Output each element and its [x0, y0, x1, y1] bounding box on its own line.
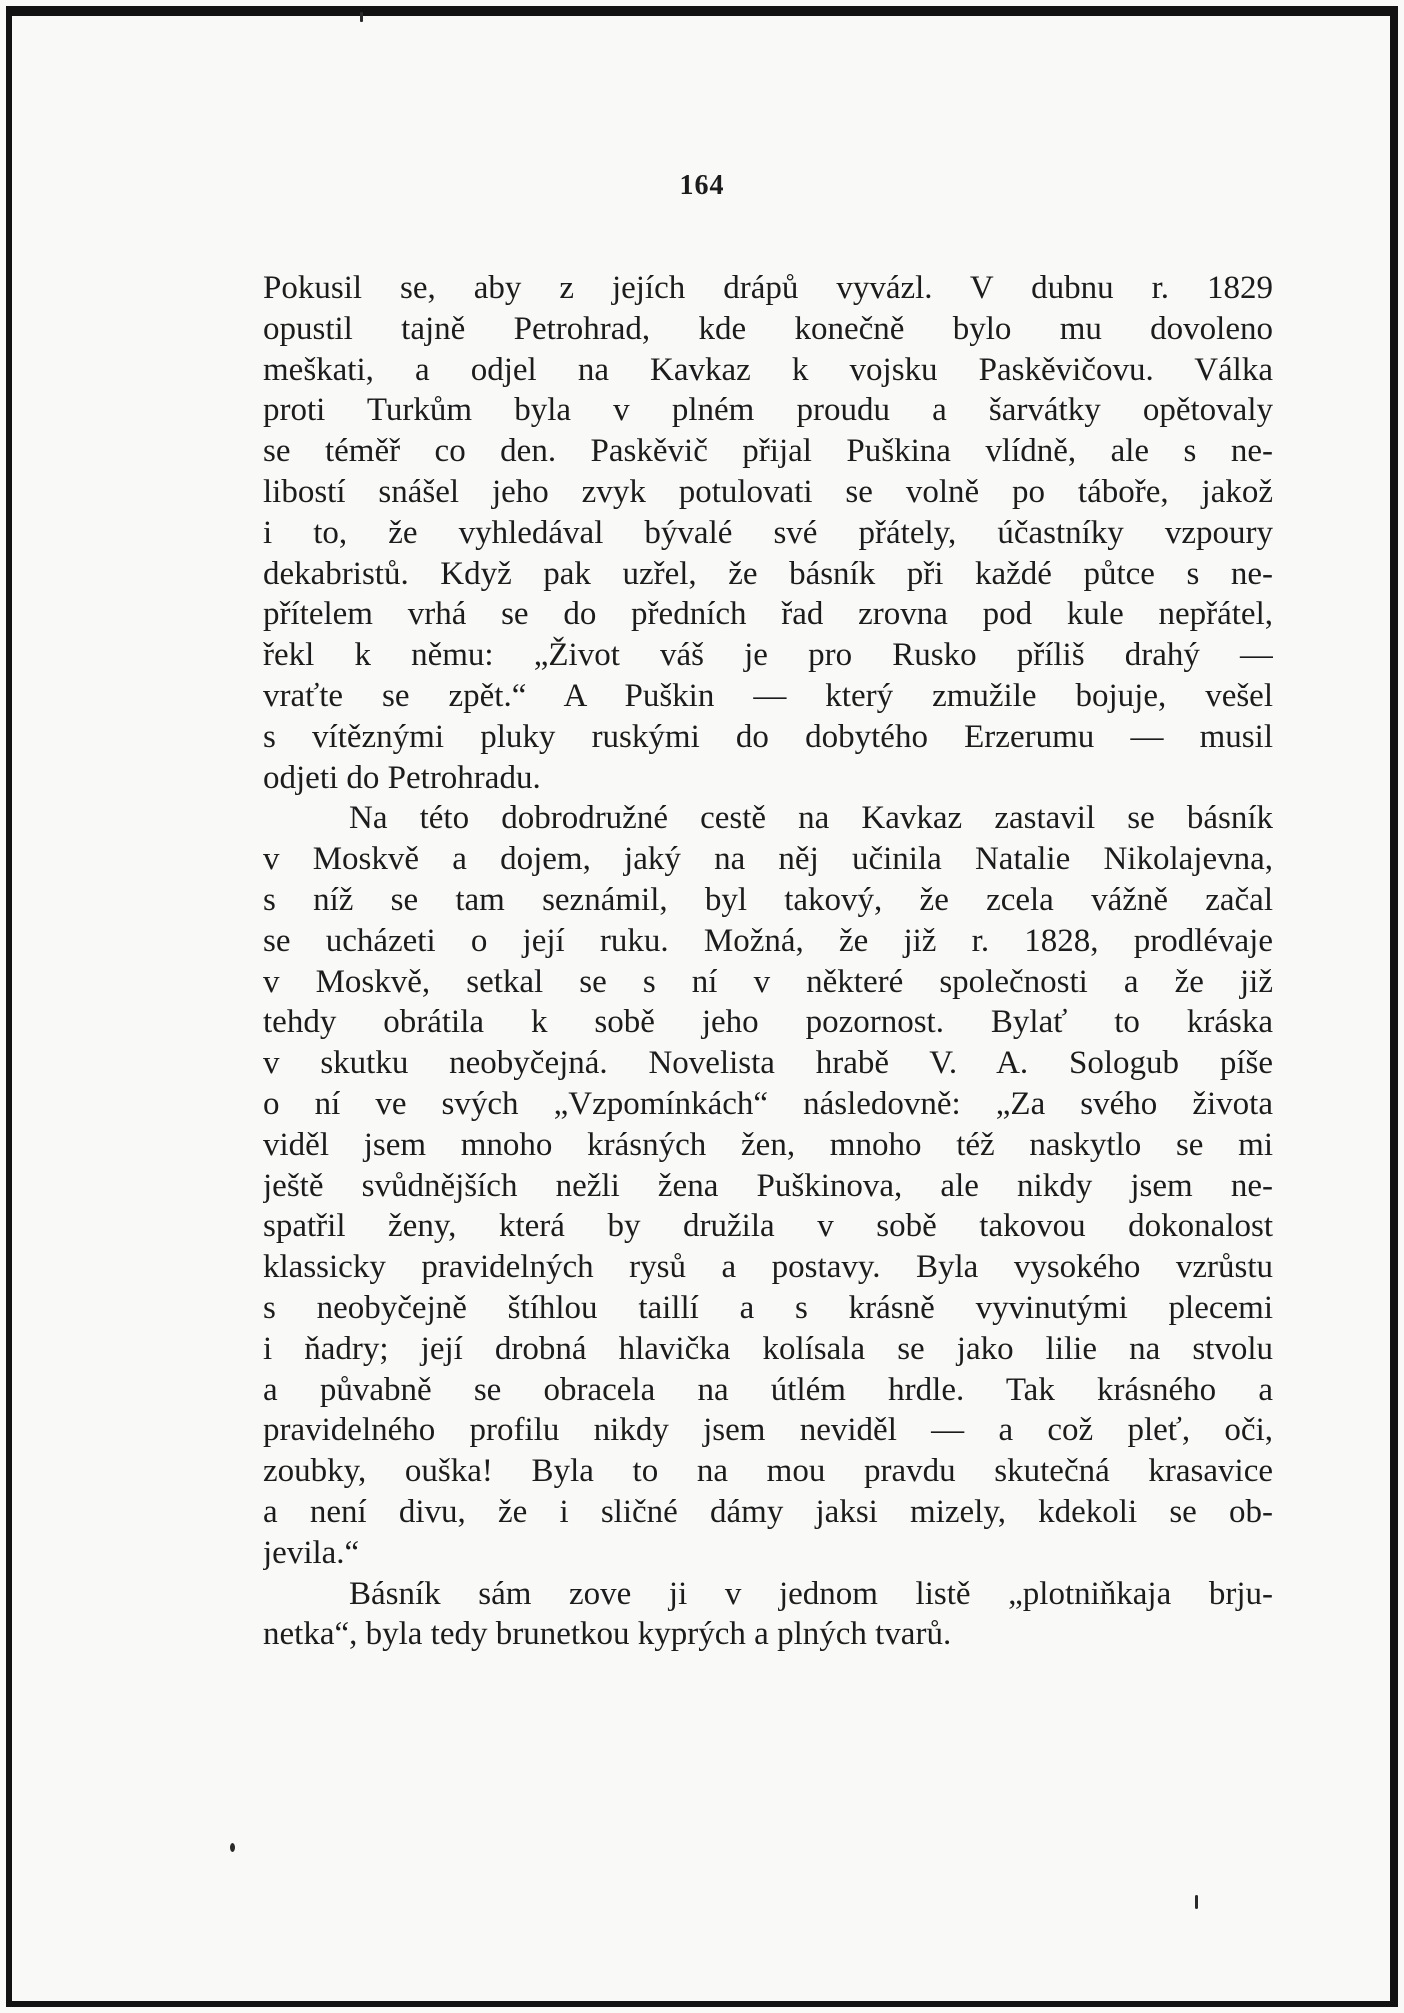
page-number: 164	[679, 170, 725, 201]
text-line: ještě svůdnějších nežli žena Puškinova, ale nikdy jsem ne-	[263, 1167, 1273, 1204]
text-line: meškati, a odjel na Kavkaz k vojsku Paskěvičovu. Válka	[263, 351, 1273, 388]
paragraph	[263, 268, 1273, 798]
text-line: v Moskvě, setkal se s ní v některé společnosti a že již	[263, 963, 1273, 1000]
text-line: a půvabně se obracela na útlém hrdle. Tak krásného a	[263, 1371, 1273, 1408]
text-line: Pokusil se, aby z jejích drápů vyvázl. V dubnu r. 1829	[263, 270, 1273, 306]
text-line: libostí snášel jeho zvyk potulovati se volně po táboře, jakož	[263, 473, 1273, 510]
paragraph	[263, 798, 1273, 1573]
text-line: a není divu, že i sličné dámy jaksi mizely, kdekoli se ob-	[263, 1493, 1273, 1530]
paragraph	[263, 1574, 1273, 1656]
text-line: pravidelného profilu nikdy jsem neviděl — a což pleť, oči,	[263, 1412, 1273, 1449]
text-line: spatřil ženy, která by družila v sobě takovou dokonalost	[263, 1208, 1273, 1245]
text-line: dekabristů. Když pak uzřel, že básník při každé půtce s ne-	[263, 555, 1273, 592]
body-text	[263, 268, 1273, 1655]
text-line: Na této dobrodružné cestě na Kavkaz zastavil se básník	[349, 800, 1273, 837]
text-line: Básník sám zove ji v jednom listě „plotniňkaja brju-	[349, 1575, 1273, 1612]
scan-speck	[1195, 1895, 1198, 1909]
text-line: v Moskvě a dojem, jaký na něj učinila Natalie Nikolajevna,	[263, 841, 1273, 878]
text-line: netka“, byla tedy brunetkou kyprých a plných tvarů.	[263, 1616, 952, 1653]
text-line: i ňadry; její drobná hlavička kolísala se jako lilie na stvolu	[263, 1330, 1273, 1367]
text-line: klassicky pravidelných rysů a postavy. Byla vysokého vzrůstu	[263, 1249, 1273, 1286]
text-line: tehdy obrátila k sobě jeho pozornost. Bylať to kráska	[263, 1004, 1273, 1041]
text-line: viděl jsem mnoho krásných žen, mnoho též naskytlo se mi	[263, 1126, 1273, 1163]
text-line: vraťte se zpět.“ A Puškin — který zmužile bojuje, vešel	[263, 677, 1273, 714]
text-line: o ní ve svých „Vzpomínkách“ následovně: „Za svého života	[263, 1085, 1273, 1122]
text-line: s vítěznými pluky ruskými do dobytého Erzerumu — musil	[263, 718, 1273, 755]
text-line: i to, že vyhledával bývalé své přátely, účastníky vzpoury	[263, 514, 1273, 551]
text-line: přítelem vrhá se do předních řad zrovna pod kule nepřátel,	[263, 596, 1273, 633]
text-line: se ucházeti o její ruku. Možná, že již r. 1828, prodlévaje	[263, 922, 1273, 959]
text-line: odjeti do Petrohradu.	[263, 759, 541, 796]
text-line: proti Turkům byla v plném proudu a šarvátky opětovaly	[263, 392, 1273, 429]
text-line: jevila.“	[263, 1534, 360, 1571]
text-line: v skutku neobyčejná. Novelista hrabě V. A. Sologub píše	[263, 1045, 1273, 1082]
text-line: zoubky, ouška! Byla to na mou pravdu skutečná krasavice	[263, 1453, 1273, 1490]
scan-speck	[360, 12, 363, 22]
text-line: s neobyčejně štíhlou taillí a s krásně vyvinutými plecemi	[263, 1289, 1273, 1326]
scan-speck	[230, 1843, 235, 1852]
text-line: se téměř co den. Paskěvič přijal Puškina vlídně, ale s ne-	[263, 433, 1273, 470]
text-line: s níž se tam seznámil, byl takový, že zcela vážně začal	[263, 881, 1273, 918]
text-line: řekl k němu: „Život váš je pro Rusko příliš drahý —	[263, 637, 1273, 674]
text-line: opustil tajně Petrohrad, kde konečně bylo mu dovoleno	[263, 310, 1273, 347]
